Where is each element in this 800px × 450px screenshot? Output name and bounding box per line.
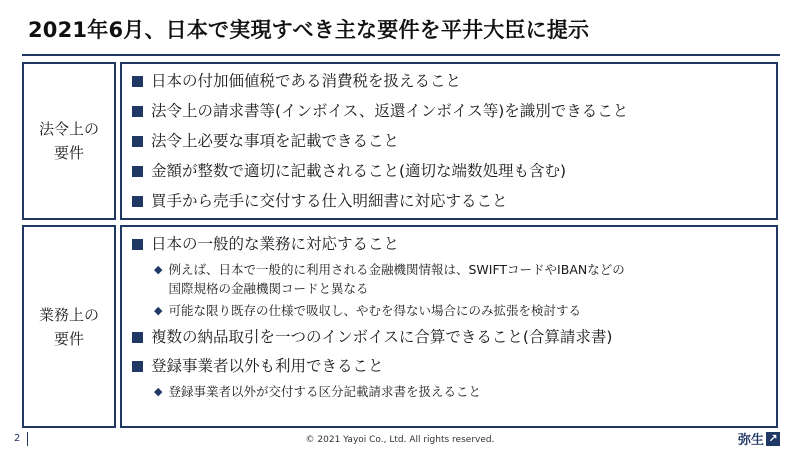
bullet-text: 複数の納品取引を一つのインボイスに合算できること(合算請求書) <box>151 328 613 346</box>
bullet-item <box>132 230 770 259</box>
section-content <box>120 62 778 220</box>
slide-title: 2021年6月、日本で実現すべき主な要件を平井大臣に提示 <box>28 18 590 42</box>
square-bullet-icon <box>132 239 143 250</box>
bullet-text: 例えば、日本で一般的に利用される金融機関情報は、SWIFTコードやIBANなどの 国際規格の金融機関コードと異なる <box>168 262 625 296</box>
diamond-bullet-icon: ◆ <box>154 263 163 276</box>
company-logo <box>738 429 780 448</box>
square-bullet-icon <box>132 196 143 207</box>
diamond-bullet-icon: ◆ <box>154 385 163 398</box>
square-bullet-icon <box>132 361 143 372</box>
sub-bullet-item <box>132 382 770 401</box>
section-business-requirements <box>22 225 778 428</box>
bullet-item <box>132 66 770 96</box>
title-divider <box>22 54 780 56</box>
section-label: 業務上の 要件 <box>38 305 99 348</box>
bullet-text: 法令上必要な事項を記載できること <box>151 132 400 150</box>
bullet-text: 日本の一般的な業務に対応すること <box>151 235 400 253</box>
page-number: 2 <box>14 433 21 444</box>
section-label: 法令上の 要件 <box>38 120 99 162</box>
section-label-box <box>22 62 116 220</box>
bullet-text: 金額が整数で適切に記載されること(適切な端数処理も含む) <box>151 162 567 180</box>
section-label-box <box>22 225 116 428</box>
bullet-item <box>132 96 770 126</box>
bullet-text: 登録事業者以外が交付する区分記載請求書を扱えること <box>168 384 481 399</box>
square-bullet-icon <box>132 76 143 87</box>
sub-bullet-item <box>132 260 770 298</box>
square-bullet-icon <box>132 106 143 117</box>
copyright-notice: © 2021 Yayoi Co., Ltd. All rights reserved. <box>305 435 495 445</box>
sub-bullet-item <box>132 301 770 320</box>
bullet-text: 可能な限り既存の仕様で吸収し、やむを得ない場合にのみ拡張を検討する <box>168 303 581 318</box>
bullet-item <box>132 186 770 216</box>
section-content <box>120 225 778 428</box>
bullet-item <box>132 352 770 381</box>
logo-text: 弥生 <box>738 433 765 448</box>
square-bullet-icon <box>132 136 143 147</box>
bullet-text: 日本の付加価値税である消費税を扱えること <box>151 72 462 90</box>
logo-arrow-icon: ↗ <box>766 432 780 446</box>
bullet-text: 法令上の請求書等(インボイス、返還インボイス等)を識別できること <box>151 102 629 120</box>
bullet-text: 登録事業者以外も利用できること <box>151 357 384 375</box>
bullet-item <box>132 156 770 186</box>
diamond-bullet-icon: ◆ <box>154 304 163 317</box>
square-bullet-icon <box>132 332 143 343</box>
bullet-item <box>132 126 770 156</box>
bullet-text: 買手から売手に交付する仕入明細書に対応すること <box>151 192 508 210</box>
section-legal-requirements <box>22 62 778 220</box>
square-bullet-icon <box>132 166 143 177</box>
bullet-item <box>132 323 770 352</box>
